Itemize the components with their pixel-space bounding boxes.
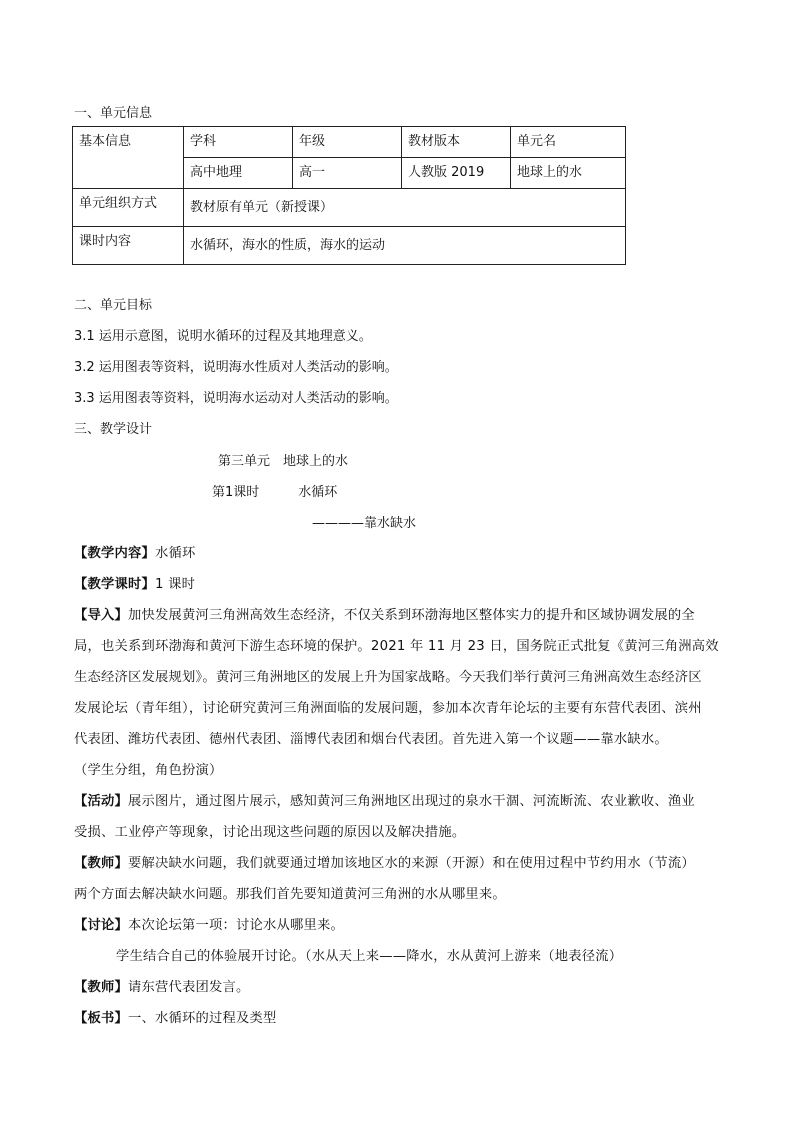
table-cell-lesson-content-value: 水循环，海水的性质，海水的运动 <box>184 227 626 265</box>
table-cell-subject-value: 高中地理 <box>184 158 293 189</box>
table-cell-textbook-header: 教材版本 <box>402 127 511 158</box>
goal-item: 3.2 运用图表等资料，说明海水性质对人类活动的影响。 <box>74 360 398 375</box>
unit-info-table <box>72 126 626 265</box>
teacher-line: 要解决缺水问题，我们就要通过增加该地区水的来源（开源）和在使用过程中节约用水（节流） <box>128 856 695 871</box>
table-cell-subject-header: 学科 <box>184 127 293 158</box>
intro-line: 生态经济区发展规划》。黄河三角洲地区的发展上升为国家战略。今天我们举行黄河三角洲高效生态经济区 <box>74 670 702 685</box>
teaching-hours-tag: 【教学课时】 <box>74 577 155 592</box>
teaching-content-text: 水循环 <box>154 546 196 561</box>
board-text: 一、水循环的过程及类型 <box>128 1011 277 1026</box>
board-tag: 【板书】 <box>74 1011 128 1026</box>
table-cell-basic-info-label: 基本信息 <box>73 127 184 189</box>
goal-item: 3.1 运用示意图，说明水循环的过程及其地理意义。 <box>74 329 372 344</box>
discussion-text: 本次论坛第一项：讨论水从哪里来。 <box>128 918 344 933</box>
table-cell-organization-label: 单元组织方式 <box>73 189 184 227</box>
teacher-tag: 【教师】 <box>74 856 128 871</box>
intro-tag: 【导入】 <box>74 608 128 623</box>
teaching-content-tag: 【教学内容】 <box>74 546 155 561</box>
unit-title: 第三单元 地球上的水 <box>218 454 349 469</box>
teacher-line: 两个方面去解决缺水问题。那我们首先要知道黄河三角洲的水从哪里来。 <box>74 887 506 902</box>
teaching-hours-text: 1 课时 <box>154 577 196 592</box>
table-cell-grade-header: 年级 <box>293 127 402 158</box>
discussion-line <box>74 910 724 941</box>
table-cell-textbook-value: 人教版 2019 <box>402 158 511 189</box>
teacher-tag: 【教师】 <box>74 980 128 995</box>
table-cell-unit-name-header: 单元名 <box>511 127 626 158</box>
intro-line: 发展论坛（青年组），讨论研究黄河三角洲面临的发展问题，参加本次青年论坛的主要有东营代表团、滨州 <box>74 701 702 716</box>
teaching-content-line <box>74 538 724 569</box>
goal-item: 3.3 运用图表等资料，说明海水运动对人类活动的影响。 <box>74 391 398 406</box>
table-cell-unit-name-value: 地球上的水 <box>511 158 626 189</box>
table-row <box>73 189 626 227</box>
teacher-text: 请东营代表团发言。 <box>128 980 250 995</box>
discussion-tag: 【讨论】 <box>74 918 128 933</box>
section-heading-unit-info: 一、单元信息 <box>74 106 153 121</box>
teacher-paragraph <box>74 848 724 910</box>
table-cell-organization-value: 教材原有单元（新授课） <box>184 189 626 227</box>
intro-line: 局，也关系到环渤海和黄河下游生态环境的保护。2021 年 11 月 23 日，国务院正式批复《黄河三角洲高效 <box>74 639 719 654</box>
teaching-hours-line <box>74 569 724 600</box>
section-heading-teaching-design: 三、教学设计 <box>74 422 153 437</box>
section-heading-unit-goals: 二、单元目标 <box>74 298 153 313</box>
group-note: （学生分组，角色扮演） <box>74 763 223 778</box>
intro-paragraph <box>74 600 724 755</box>
table-row <box>73 127 626 158</box>
table-cell-lesson-content-label: 课时内容 <box>73 227 184 265</box>
table-row <box>73 227 626 265</box>
teacher-line-2 <box>74 972 724 1003</box>
intro-line: 代表团、潍坊代表团、德州代表团、淄博代表团和烟台代表团。首先进入第一个议题——靠水缺水。 <box>74 732 668 747</box>
student-discussion-text: 学生结合自己的体验展开讨论。（水从天上来——降水，水从黄河上游来（地表径流） <box>116 949 623 964</box>
lesson-title: 第1课时 水循环 <box>212 485 338 500</box>
board-line <box>74 1003 724 1034</box>
activity-tag: 【活动】 <box>74 794 128 809</box>
activity-line: 受损、工业停产等现象，讨论出现这些问题的原因以及解决措施。 <box>74 825 466 840</box>
activity-line: 展示图片，通过图片展示，感知黄河三角洲地区出现过的泉水干涸、河流断流、农业歉收、渔业 <box>128 794 695 809</box>
activity-paragraph <box>74 786 724 848</box>
lesson-subtitle: ————靠水缺水 <box>312 516 417 531</box>
table-cell-grade-value: 高一 <box>293 158 402 189</box>
intro-line: 加快发展黄河三角洲高效生态经济，不仅关系到环渤海地区整体实力的提升和区域协调发展的全 <box>128 608 695 623</box>
